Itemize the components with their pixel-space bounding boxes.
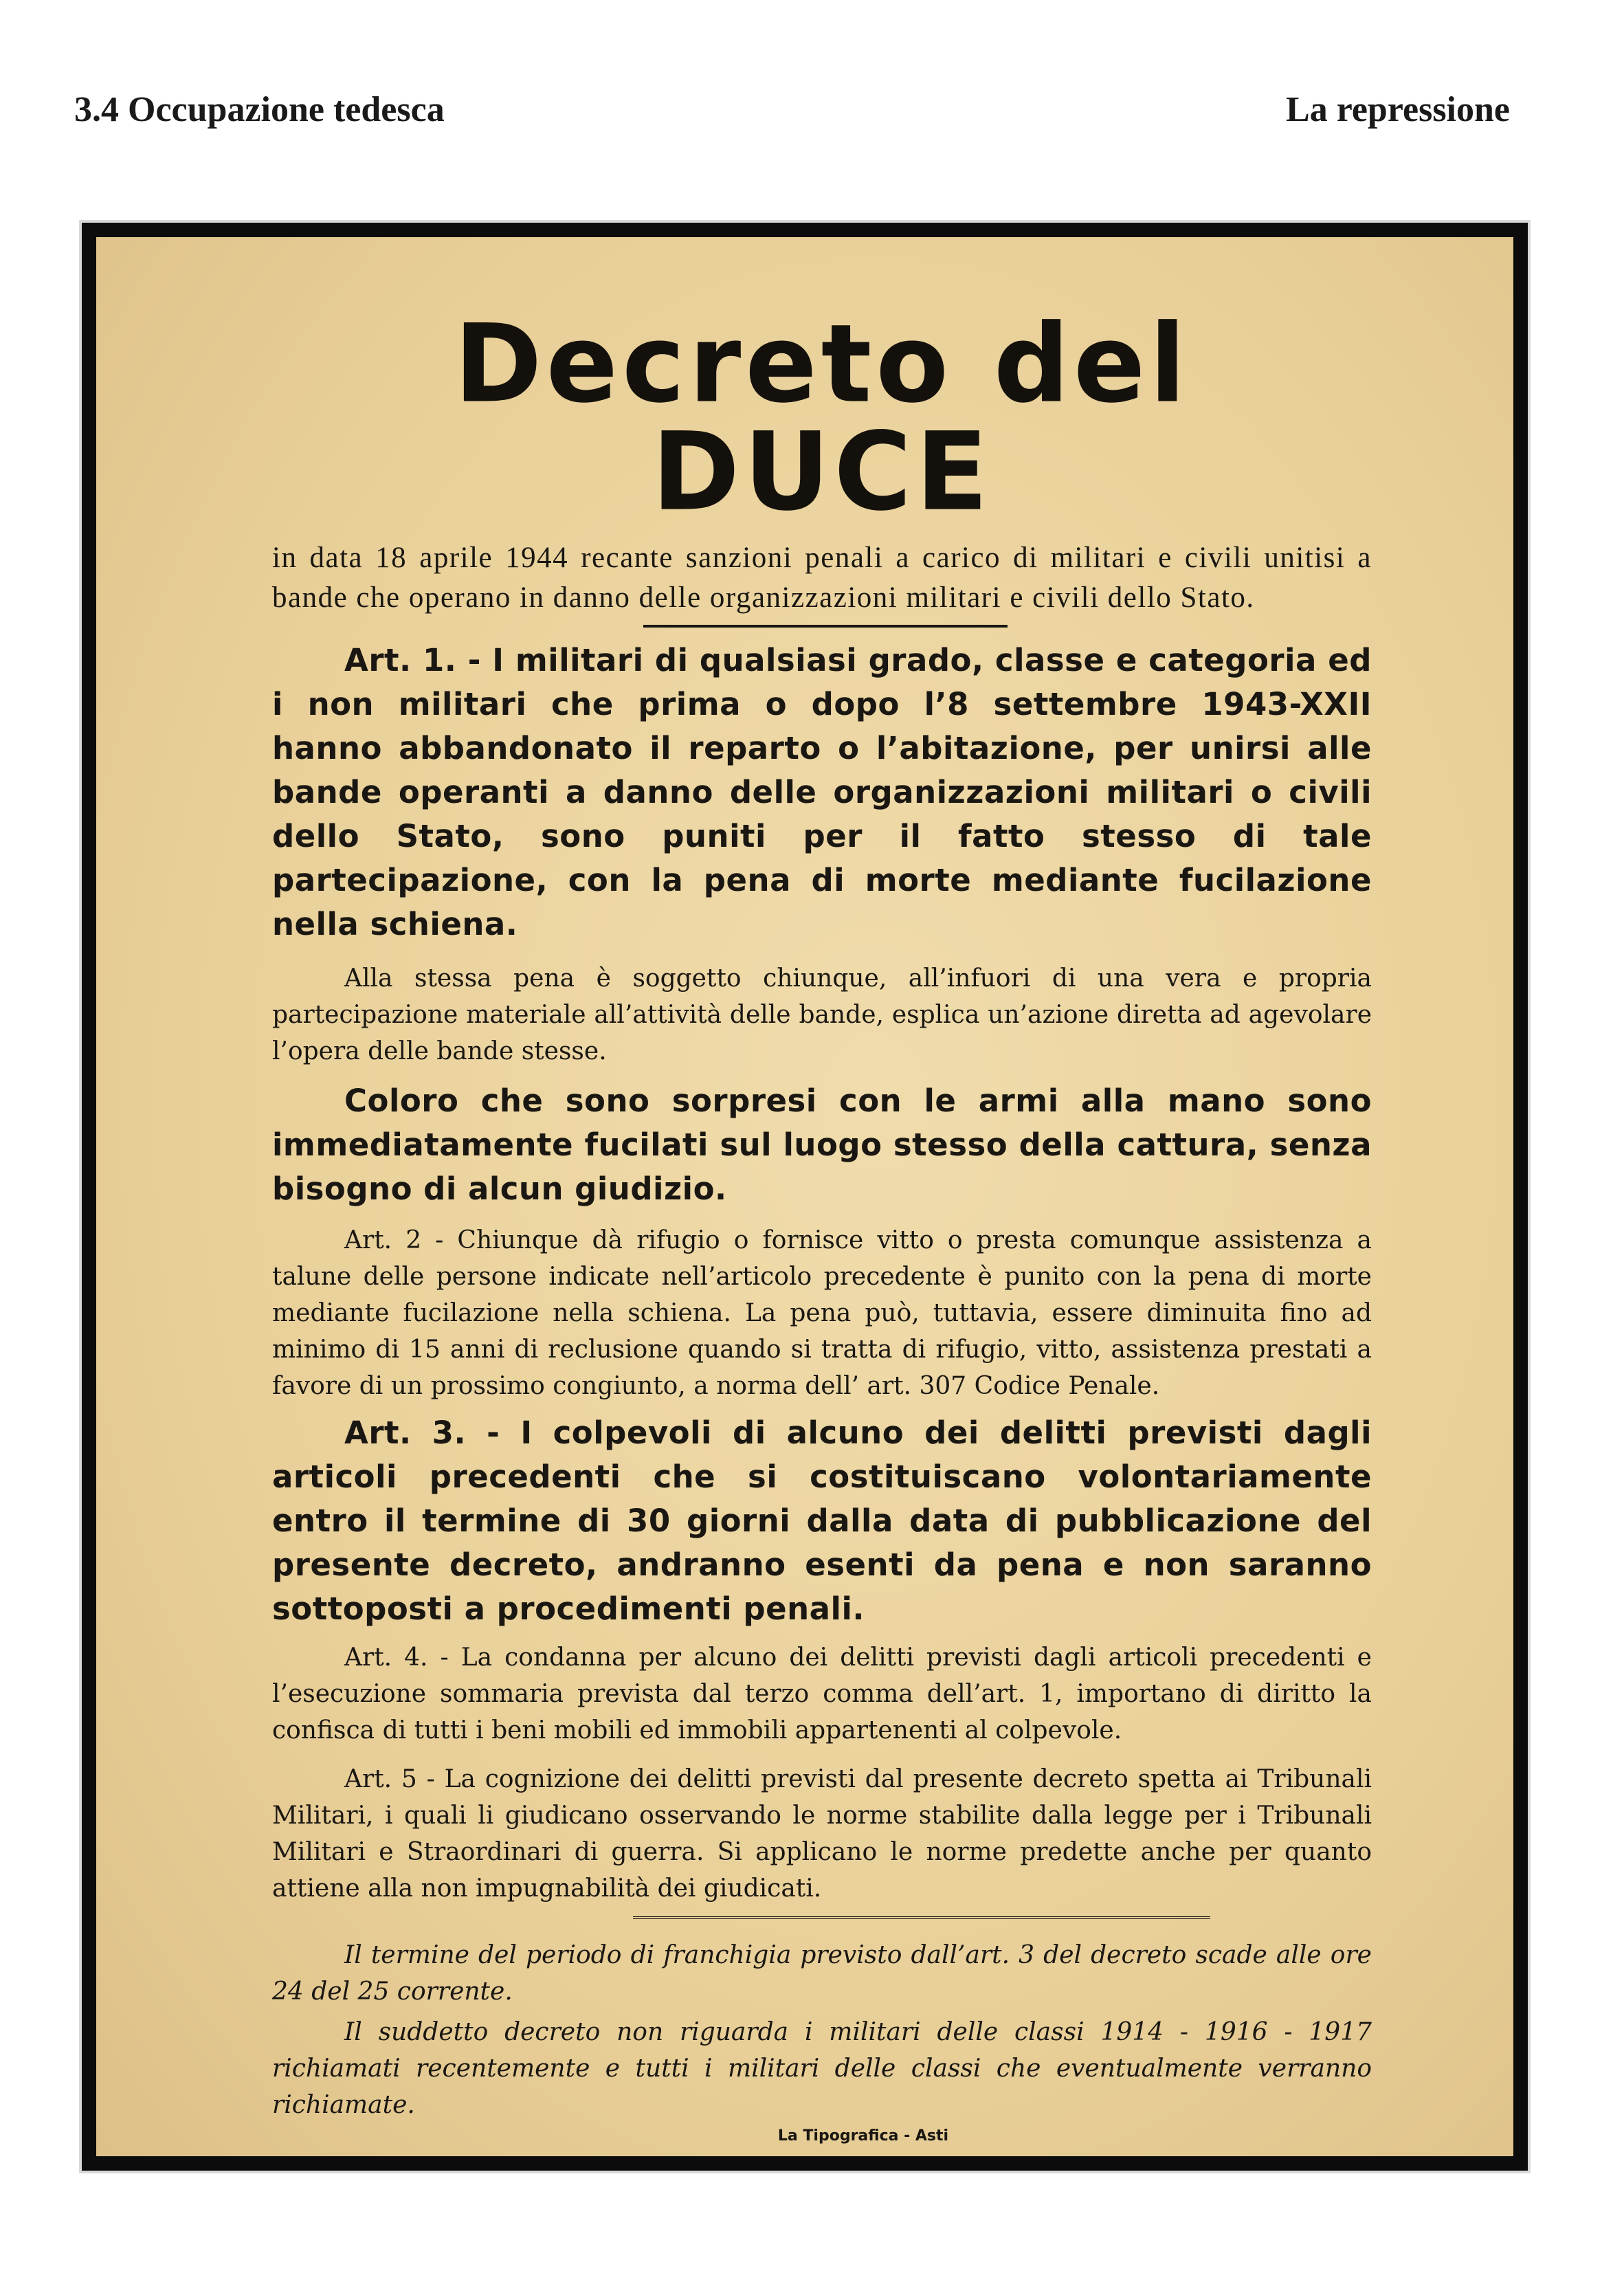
article-3: Art. 3. - I colpevoli di alcuno dei delitti previsti dagli articoli precedenti che si costituiscano volontariamente entro il termine di 30 giorni dalla data di pubblicazione del presente decreto, andranno esenti da pena e non saranno sottoposti a procedimenti penali. bbox=[272, 1415, 1372, 1627]
decree-poster bbox=[96, 237, 1513, 2156]
article-4: Art. 4. - La condanna per alcuno dei delitti previsti dagli articoli precedenti e l’esecuzione sommaria prevista dal terzo comma dell’art. 1, importano di diritto la confisca di tutti i beni mobili ed immobili appartenenti al colpevole. bbox=[272, 1643, 1372, 1744]
article-1-armed: Coloro che sono sorpresi con le armi alla mano sono immediatamente fucilati sul luogo stesso della cattura, senza bisogno di alcun giudizio. bbox=[272, 1083, 1372, 1207]
title-divider bbox=[643, 625, 1008, 628]
article-1: Art. 1. - I militari di qualsiasi grado, classe e categoria ed i non militari che prima o dopo l’8 settembre 1943-XXII hanno abbandonato il reparto o l’abitazione, per unirsi alle bande operanti a danno delle organizzazioni militari o civili dello Stato, sono puniti per il fatto stesso di tale partecipazione, con la pena di morte mediante fucilazione nella schiena. bbox=[272, 642, 1372, 942]
franchise-note: Il termine del periodo di franchigia previsto dall’art. 3 del decreto scade alle ore 24 del 25 corrente. bbox=[272, 1941, 1372, 2006]
classes-note: Il suddetto decreto non riguarda i militari delle classi 1914 - 1916 - 1917 richiamati recentemente e tutti i militari delle classi che eventualmente verranno richiamate. bbox=[272, 2018, 1372, 2119]
decree-title: Decreto del DUCE bbox=[454, 301, 1190, 535]
poster-content bbox=[272, 301, 1372, 2145]
printer-credit: La Tipografica - Asti bbox=[777, 2127, 949, 2145]
article-2: Art. 2 - Chiunque dà rifugio o fornisce vitto o presta comunque assistenza a talune delle persone indicate nell’articolo precedente è punito con la pena di morte mediante fucilazione nella schiena. La pena può, tuttavia, essere diminuita fino ad minimo di 15 anni di reclusione quando si tratta di rifugio, vitto, assistenza prestati a favore di un prossimo congiunto, a norma dell’ art. 307 Codice Penale. bbox=[272, 1226, 1372, 1400]
section-subject: La repressione bbox=[1286, 90, 1510, 129]
article-5: Art. 5 - La cognizione dei delitti previsti dal presente decreto spetta ai Tribunali Militari, i quali li giudicano osservando le norme stabilite dalla legge per i Tribunali Militari e Straordinari di guerra. Si applicano le norme predette anche per quanto attiene alla non impugnabilità dei giudicati. bbox=[272, 1765, 1372, 1903]
decree-intro: in data 18 aprile 1944 recante sanzioni penali a carico di militari e civili unitisi a bande che operano in danno delle organizzazioni militari e civili dello Stato. bbox=[272, 542, 1372, 614]
section-heading: 3.4 Occupazione tedesca bbox=[74, 90, 445, 129]
article-1-accomplices: Alla stessa pena è soggetto chiunque, all’infuori di una vera e propria partecipazione materiale all’attività delle bande, esplica un’azione diretta ad agevolare l’opera delle bande stesse. bbox=[272, 964, 1372, 1065]
footer-divider bbox=[633, 1916, 1210, 1923]
